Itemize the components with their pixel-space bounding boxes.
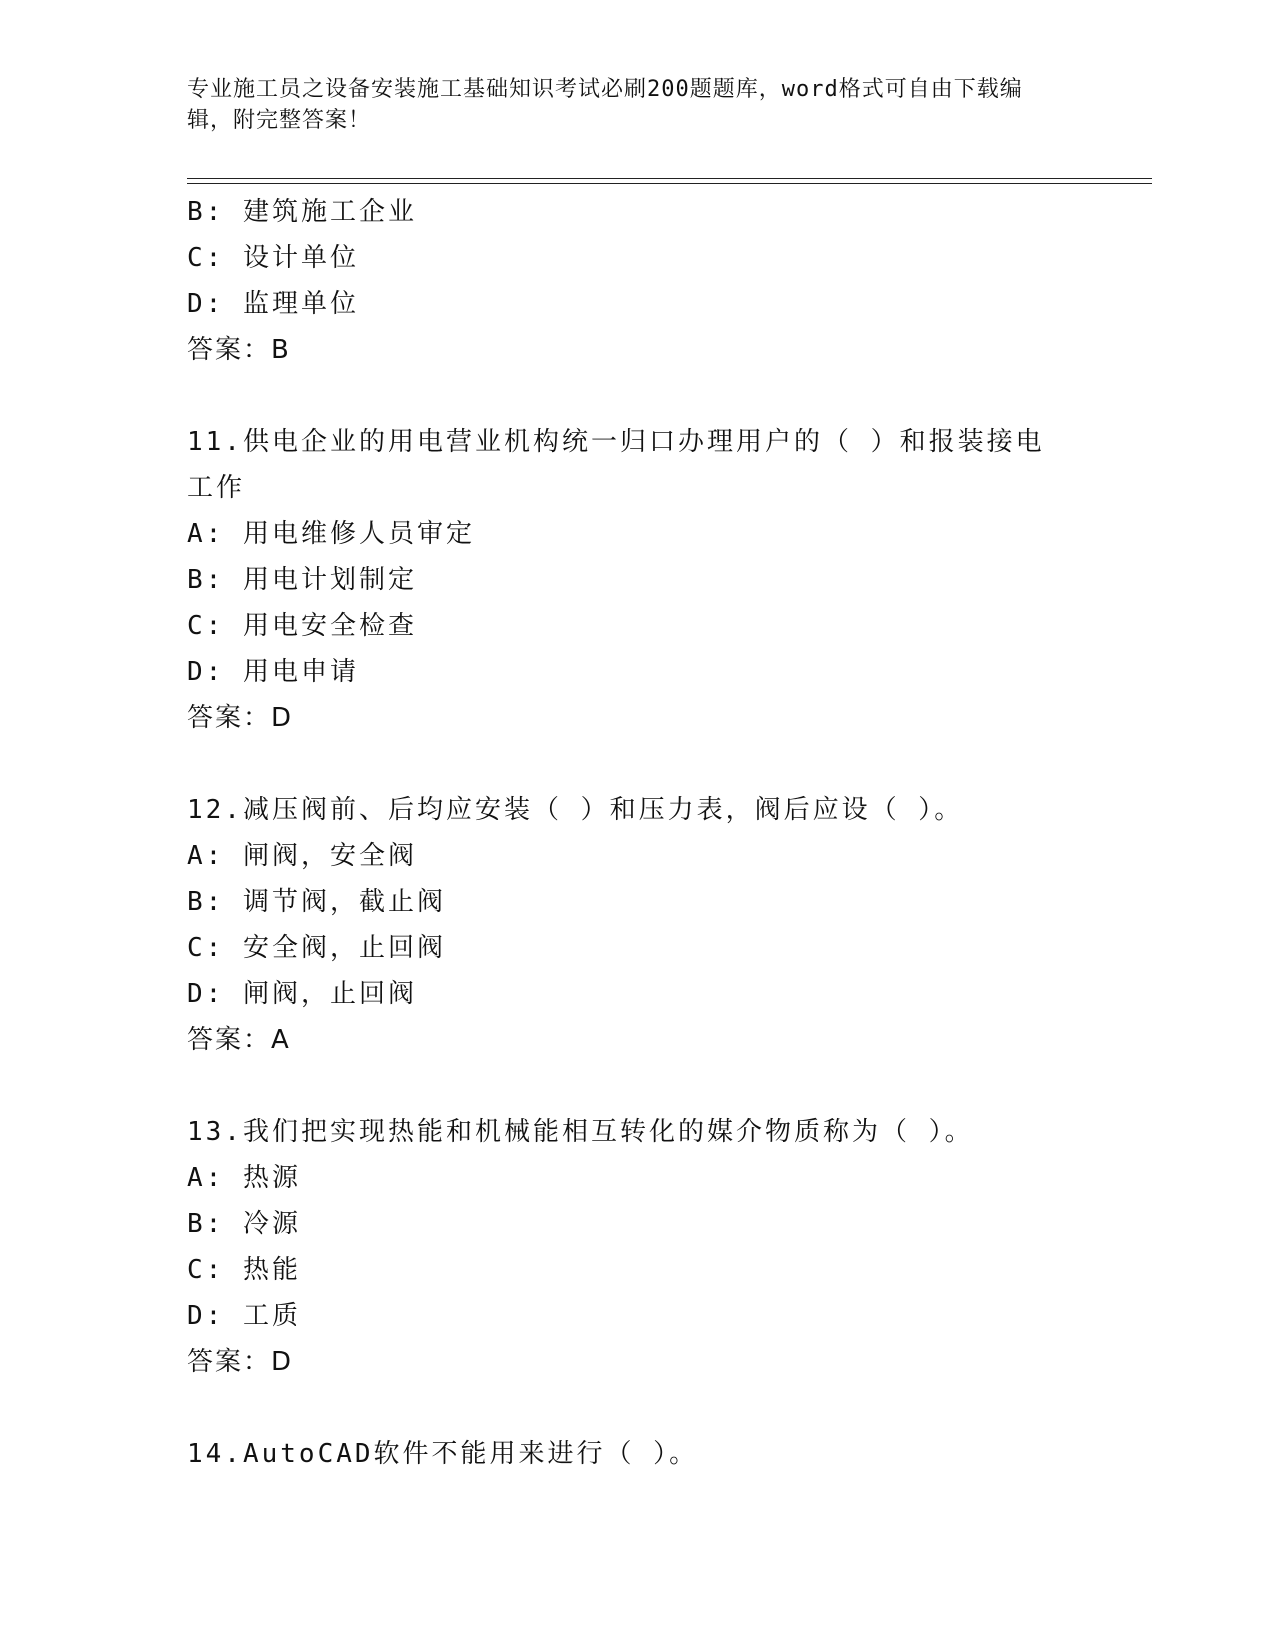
question-block-carryover [187,189,1067,373]
question-13 [187,1109,1067,1385]
answer-line: 答案：D [187,703,294,733]
option-c: C: 用电安全检查 [187,611,417,641]
option-d: D: 闸阀，止回阀 [187,979,417,1009]
option-c: C: 热能 [187,1255,301,1285]
answer-line: 答案：D [187,1347,294,1377]
option-a: A: 用电维修人员审定 [187,519,475,549]
option-b: B: 调节阀，截止阀 [187,887,446,917]
option-b: B: 建筑施工企业 [187,197,417,227]
spacer [187,373,1067,419]
option-d: D: 监理单位 [187,289,359,319]
document-header [187,74,1067,136]
question-14 [187,1431,1067,1477]
option-a: A: 闸阀，安全阀 [187,841,417,871]
question-stem: 12.减压阀前、后均应安装（ ）和压力表，阀后应设（ ）。 [187,795,964,825]
question-12 [187,787,1067,1063]
header-divider-top [187,178,1152,179]
option-b: B: 用电计划制定 [187,565,417,595]
question-list [187,189,1067,1477]
question-11 [187,419,1067,741]
option-b: B: 冷源 [187,1209,301,1239]
answer-line: 答案：B [187,335,291,365]
option-c: C: 设计单位 [187,243,359,273]
option-c: C: 安全阀，止回阀 [187,933,446,963]
header-divider-bottom [187,183,1152,184]
option-d: D: 工质 [187,1301,301,1331]
answer-line: 答案：A [187,1025,291,1055]
spacer [187,1063,1067,1109]
spacer [187,1385,1067,1431]
question-stem: 13.我们把实现热能和机械能相互转化的媒介物质称为（ ）。 [187,1117,974,1147]
document-title: 专业施工员之设备安装施工基础知识考试必刷200题题库，word格式可自由下载编辑，附完整答案！ [187,77,1023,133]
question-stem: 11.供电企业的用电营业机构统一归口办理用户的（ ）和报装接电工作 [187,427,1045,503]
spacer [187,741,1067,787]
option-d: D: 用电申请 [187,657,359,687]
question-stem: 14.AutoCAD软件不能用来进行（ ）。 [187,1439,699,1469]
option-a: A: 热源 [187,1163,301,1193]
